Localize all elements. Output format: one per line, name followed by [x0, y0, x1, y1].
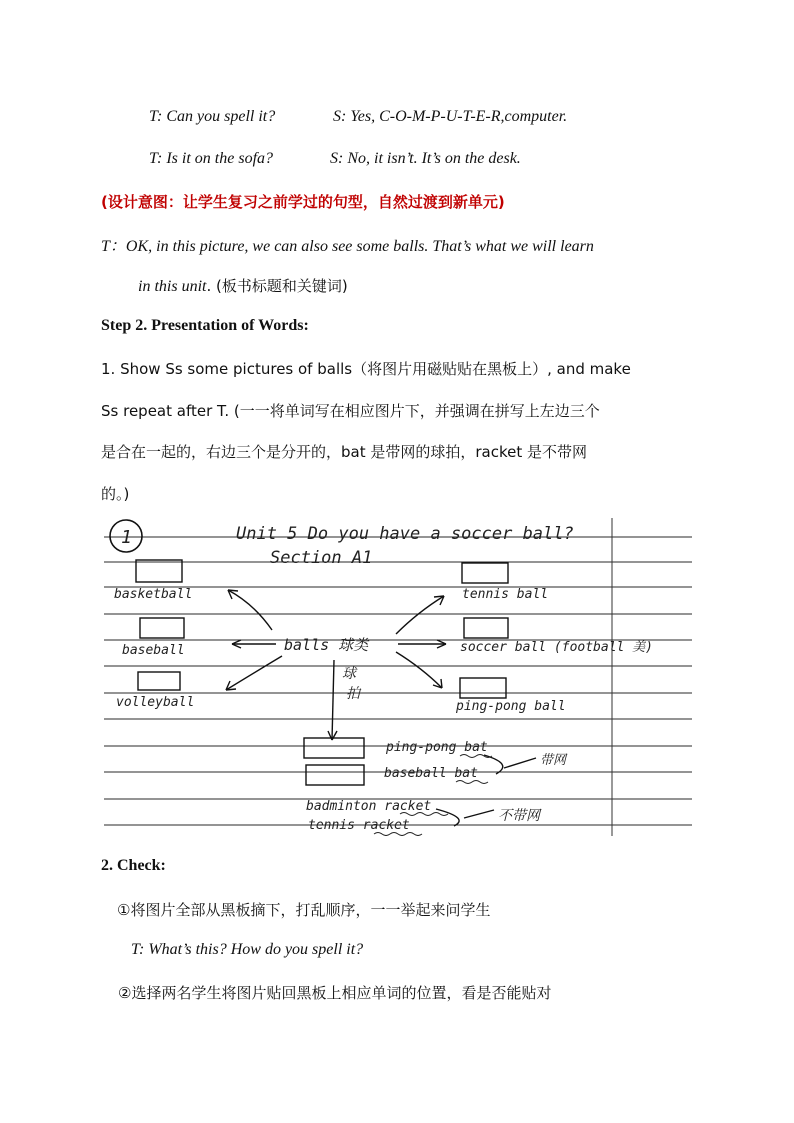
- label-tennis-ball: tennis ball: [462, 587, 549, 602]
- check-teacher-question: T: What’s this? How do you spell it?: [131, 941, 364, 958]
- para1-line-4: 的。): [101, 485, 130, 503]
- label-pingpong-ball: ping-pong ball: [456, 699, 566, 714]
- dialogue-teacher-2: T: Is it on the sofa?: [149, 150, 274, 167]
- teacher-line-1: T：OK, in this picture, we can also see some balls. That’s what we will learn: [101, 238, 594, 255]
- dialogue-student-1: S: Yes, C-O-M-P-U-T-E-R,computer.: [333, 108, 568, 125]
- label-tennis-racket: tennis racket: [308, 818, 410, 833]
- teacher-line-2: [138, 275, 348, 296]
- teacher-line-2-italic: in this unit: [138, 278, 207, 295]
- center-label: balls 球类: [284, 636, 369, 654]
- label-volleyball: volleyball: [116, 695, 195, 710]
- check-step-2: ②选择两名学生将图片贴回黑板上相应单词的位置，看是否能贴对: [118, 984, 552, 1002]
- notebook-photo: [104, 518, 692, 836]
- dialogue-student-2: S: No, it isn’t. It’s on the desk.: [330, 150, 521, 167]
- check-step-1: ①将图片全部从黑板摘下，打乱顺序，一一举起来问学生: [117, 901, 491, 919]
- rackets-note: 不带网: [498, 808, 540, 824]
- step2-heading: Step 2. Presentation of Words:: [101, 317, 309, 334]
- label-baseball: baseball: [122, 643, 185, 658]
- teacher-line-2-rest: . (板书标题和关键词): [206, 277, 348, 295]
- vertical-char-2: 拍: [346, 686, 360, 702]
- check-heading: 2. Check:: [101, 857, 166, 874]
- label-badminton-racket: badminton racket: [306, 799, 432, 814]
- para1-line-1: 1. Show Ss some pictures of balls（将图片用磁贴贴在黑板上）, and make: [101, 360, 631, 378]
- notebook-svg: [104, 518, 692, 836]
- label-pingpong-bat: ping-pong bat: [386, 740, 488, 755]
- notebook-title: Unit 5 Do you have a soccer ball?: [236, 524, 574, 544]
- vertical-char-1: 球: [342, 666, 356, 682]
- notebook-subtitle: Section A1: [270, 548, 373, 568]
- label-soccer-ball: soccer ball (football 美): [460, 640, 654, 655]
- label-basketball: basketball: [114, 587, 193, 602]
- label-baseball-bat: baseball bat: [384, 766, 478, 781]
- bats-note: 带网: [540, 753, 567, 768]
- design-intent: (设计意图：让学生复习之前学过的句型，自然过渡到新单元): [101, 193, 505, 211]
- para1-line-2: Ss repeat after T. (一一将单词写在相应图片下，并强调在拼写上左边三个: [101, 402, 600, 420]
- circle-number: 1: [121, 527, 132, 548]
- para1-line-3: 是合在一起的，右边三个是分开的，bat 是带网的球拍，racket 是不带网: [101, 443, 588, 461]
- dialogue-teacher-1: T: Can you spell it?: [149, 108, 276, 125]
